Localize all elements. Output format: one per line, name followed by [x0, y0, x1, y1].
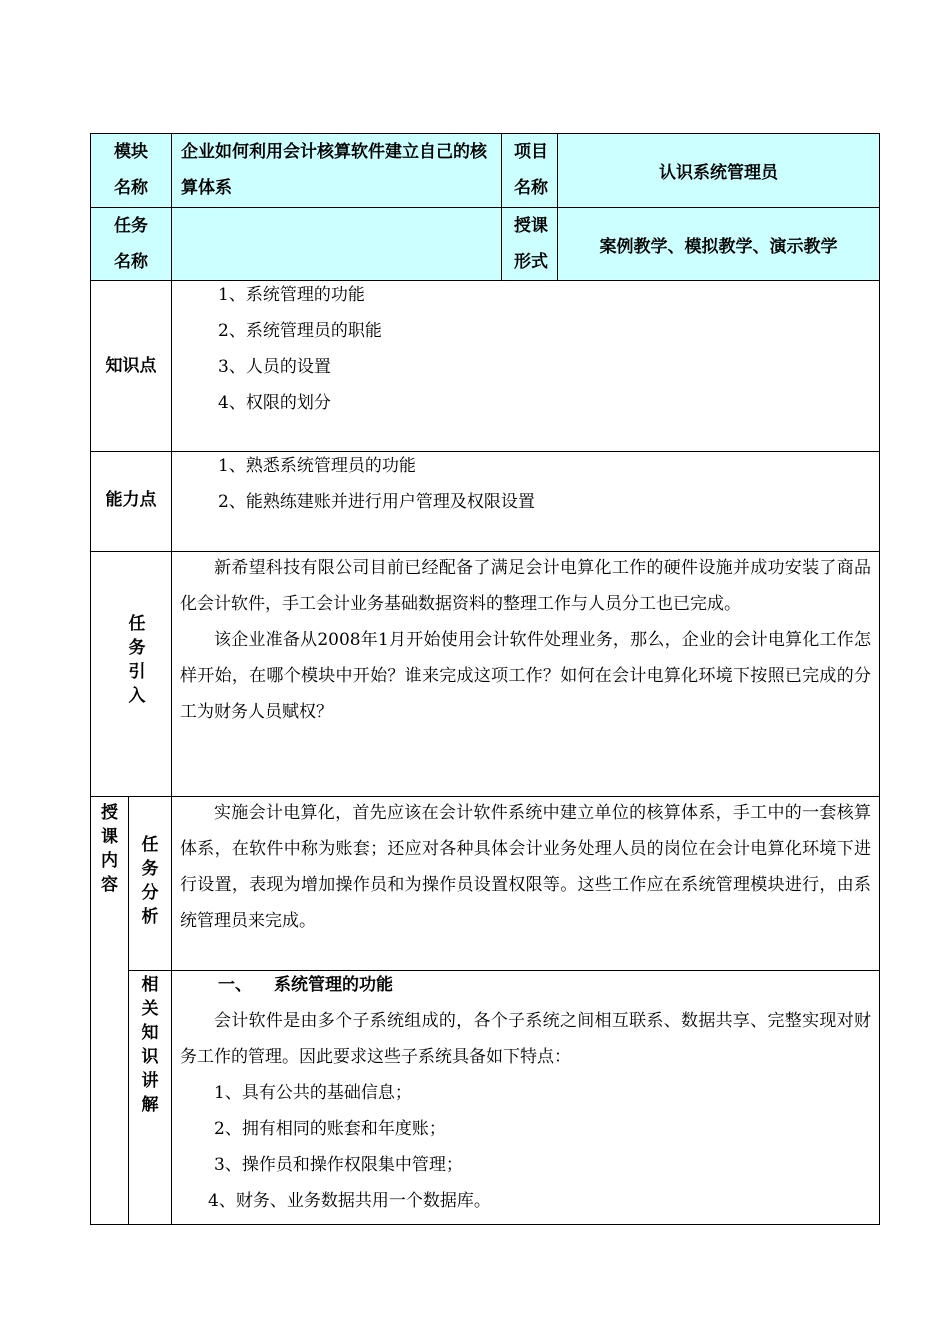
task-intro-content	[172, 552, 880, 797]
teaching-content-label: 授课内容	[91, 797, 129, 1225]
related-knowledge-label: 相关知识讲解	[129, 971, 172, 1225]
section-paragraph: 会计软件是由多个子系统组成的，各个子系统之间相互联系、数据共享、完整实现对财务工作的管理。因此要求这些子系统具备如下特点：	[180, 1011, 871, 1067]
task-analysis-content	[172, 797, 880, 971]
related-knowledge-content	[172, 971, 880, 1225]
ability-item: 2、能熟练建账并进行用户管理及权限设置	[218, 492, 535, 512]
knowledge-item: 1、系统管理的功能	[218, 285, 365, 305]
section-title: 系统管理的功能	[274, 975, 393, 995]
module-name-label: 模块 名称	[91, 134, 172, 208]
task-analysis-label: 任务分析	[129, 797, 172, 971]
knowledge-item: 3、人员的设置	[218, 357, 331, 377]
feature-item: 3、操作员和操作权限集中管理；	[214, 1155, 463, 1175]
module-name-value: 企业如何利用会计核算软件建立自己的核算体系	[172, 134, 502, 208]
feature-item: 4、财务、业务数据共用一个数据库。	[208, 1191, 491, 1211]
intro-paragraph: 该企业准备从2008年1月开始使用会计软件处理业务，那么，企业的会计电算化工作怎样开始，在哪个模块中开始？谁来完成这项工作？如何在会计电算化环境下按照已完成的分工为财务人员赋权？	[180, 630, 871, 722]
feature-item: 1、具有公共的基础信息；	[214, 1083, 412, 1103]
task-name-value	[172, 208, 502, 281]
teaching-form-value: 案例教学、模拟教学、演示教学	[558, 208, 880, 281]
task-intro-label: 任务引入	[91, 552, 172, 797]
intro-paragraph: 新希望科技有限公司目前已经配备了满足会计电算化工作的硬件设施并成功安装了商品化会计软件，手工会计业务基础数据资料的整理工作与人员分工也已完成。	[180, 558, 871, 614]
ability-item: 1、熟悉系统管理员的功能	[218, 456, 416, 476]
analysis-paragraph: 实施会计电算化，首先应该在会计软件系统中建立单位的核算体系，手工中的一套核算体系，在软件中称为账套；还应对各种具体会计业务处理人员的岗位在会计电算化环境下进行设置，表现为增加操作员和为操作员设置权限等。这些工作应在系统管理模块进行，由系统管理员来完成。	[180, 803, 871, 931]
knowledge-points-label: 知识点	[91, 281, 172, 452]
lesson-plan-table	[90, 133, 880, 1225]
ability-points-content	[172, 452, 880, 552]
task-name-label: 任务 名称	[91, 208, 172, 281]
knowledge-item: 2、系统管理员的职能	[218, 321, 382, 341]
project-name-value: 认识系统管理员	[558, 134, 880, 208]
teaching-form-label: 授课 形式	[502, 208, 558, 281]
feature-item: 2、拥有相同的账套和年度账；	[214, 1119, 446, 1139]
ability-points-label: 能力点	[91, 452, 172, 552]
section-number: 一、	[218, 975, 252, 995]
knowledge-item: 4、权限的划分	[218, 393, 331, 413]
section-heading	[172, 967, 879, 1003]
knowledge-points-content	[172, 281, 880, 452]
project-name-label: 项目 名称	[502, 134, 558, 208]
